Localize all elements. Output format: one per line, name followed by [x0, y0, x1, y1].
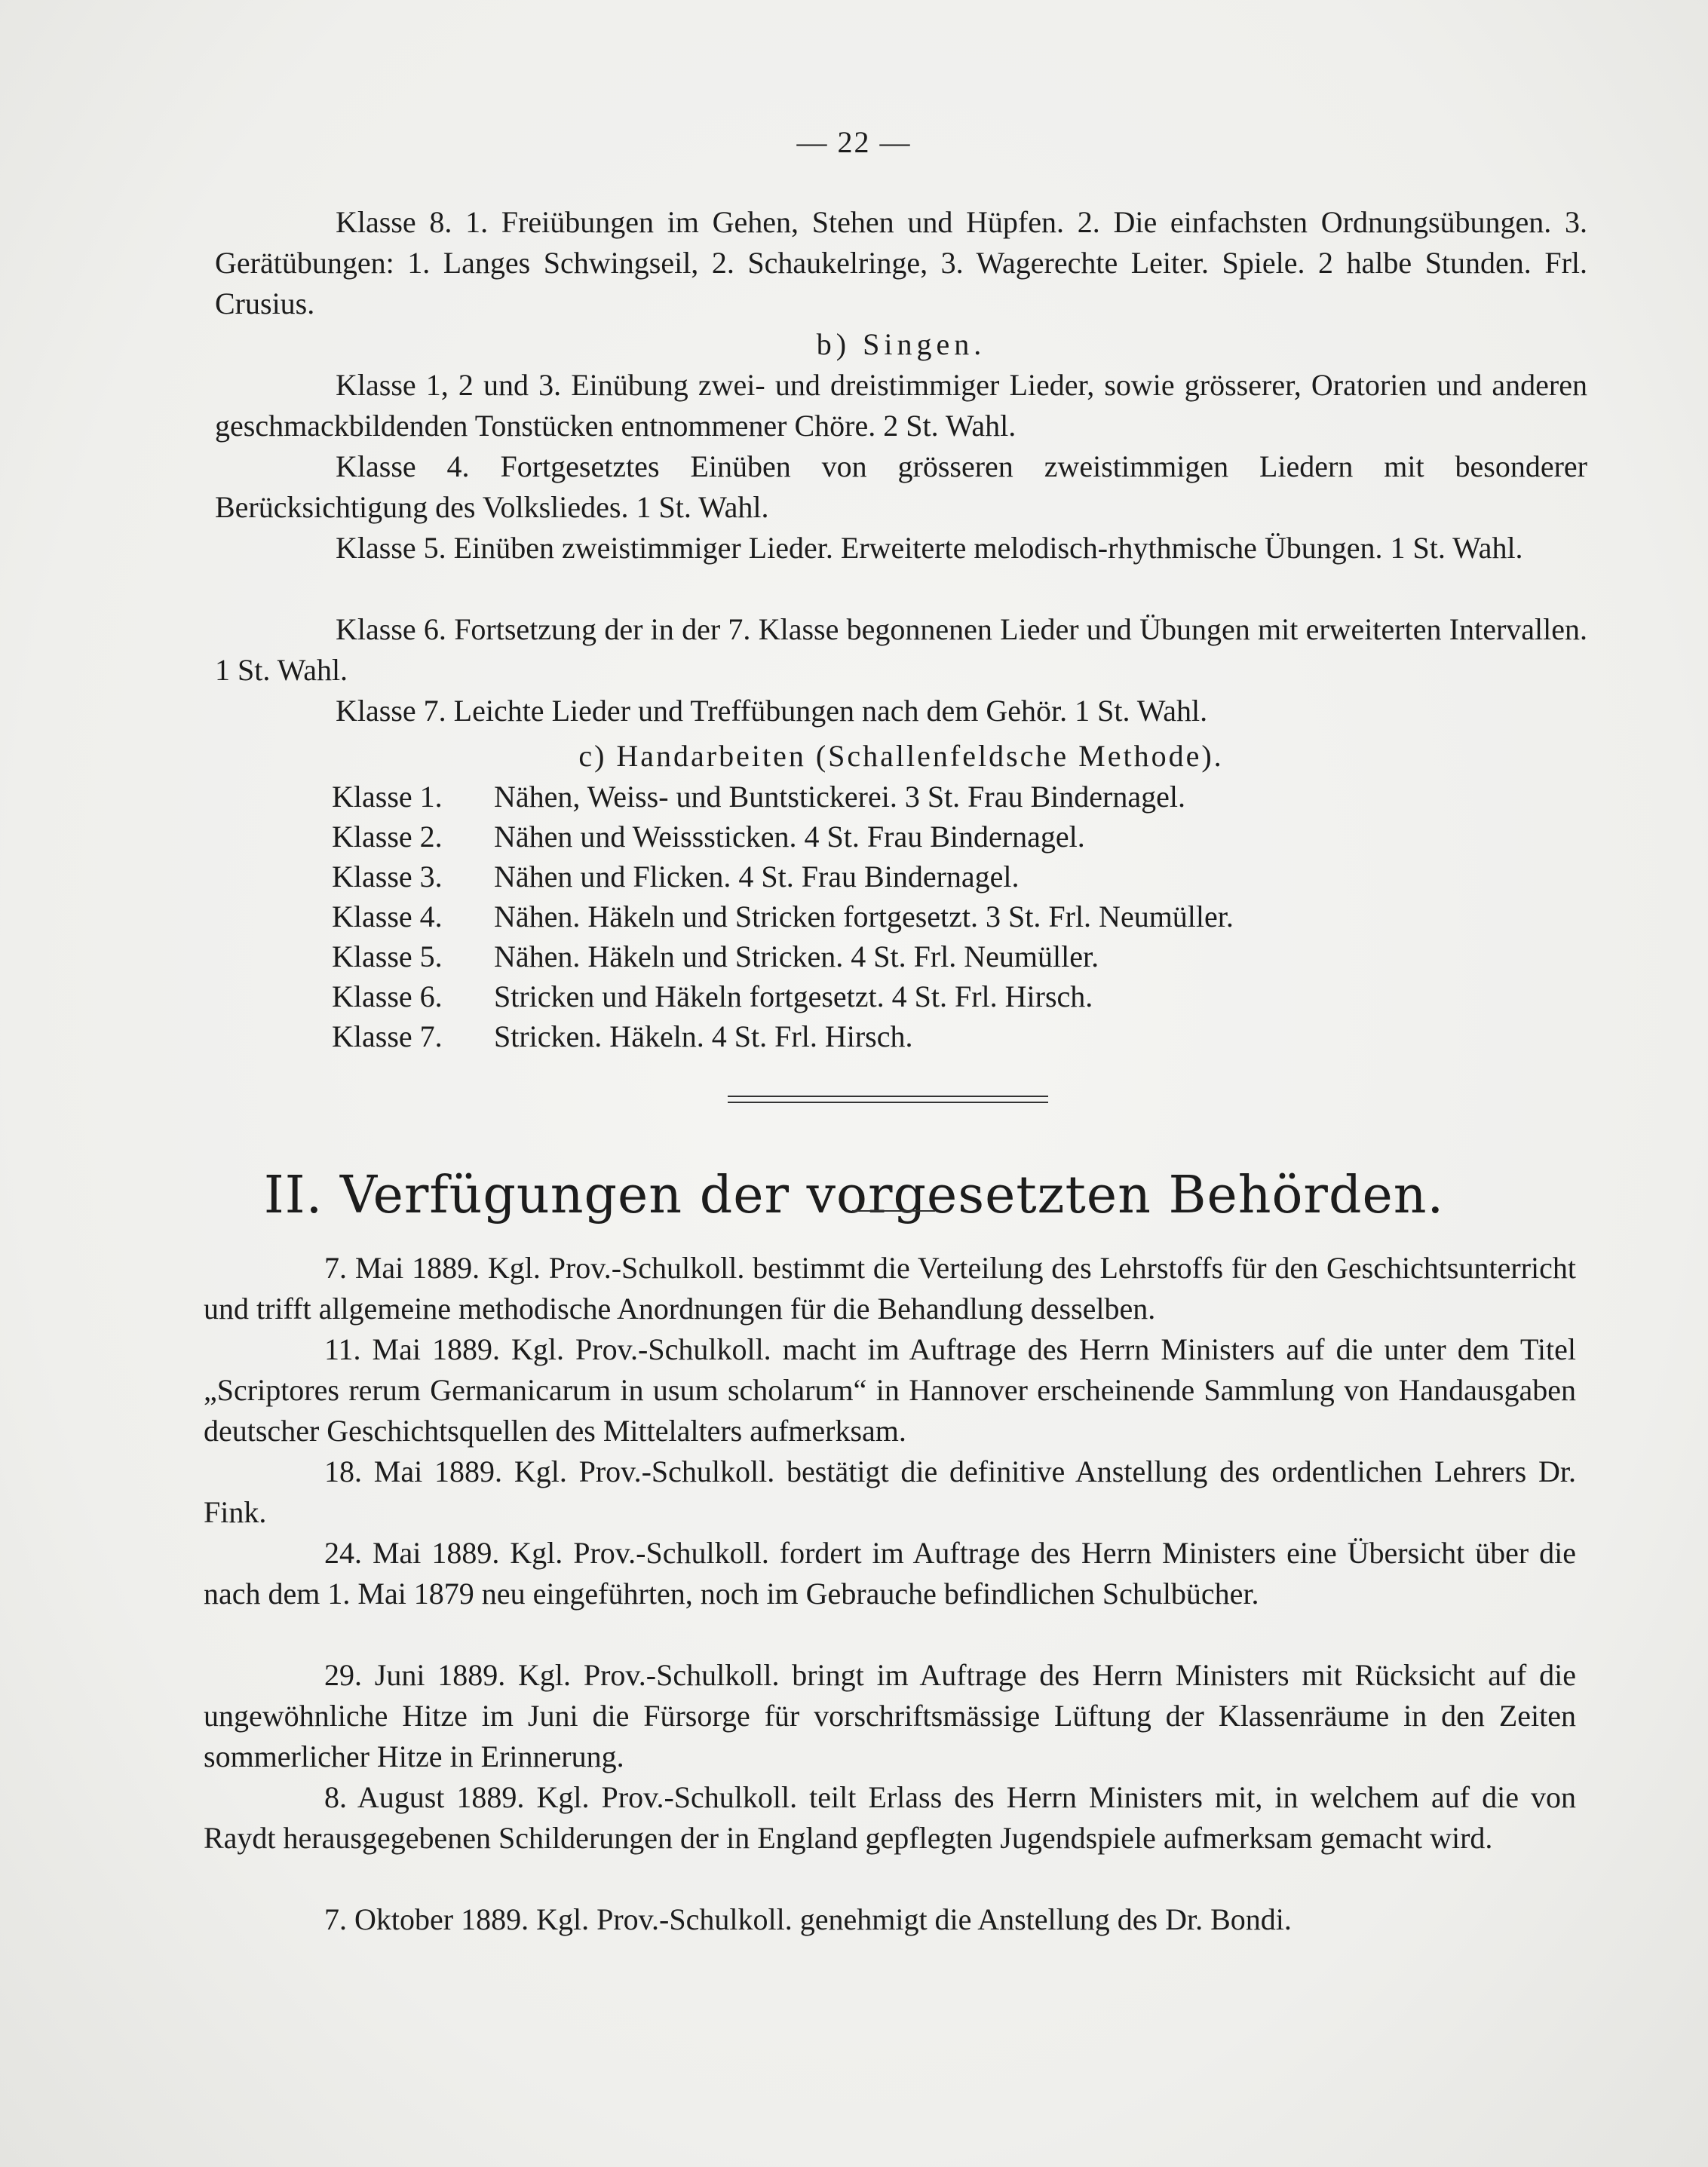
handarbeiten-row	[332, 777, 1185, 817]
double-rule-divider	[728, 1096, 1048, 1103]
paragraph-singen-klasse-6: Klasse 6. Fortsetzung der in der 7. Klasse begonnenen Lieder und Übungen mit erweiterten Intervallen. 1 St. Wahl.	[215, 612, 1587, 687]
section-heading: II. Verfügungen der vorgesetzten Behörden.	[263, 1165, 1445, 1225]
handarbeiten-klasse: Klasse 3.	[332, 860, 443, 893]
handarbeiten-text: Nähen. Häkeln und Stricken. 4 St. Frl. Neumüller.	[494, 939, 1099, 973]
handarbeiten-klasse: Klasse 7.	[332, 1019, 443, 1053]
handarbeiten-row	[332, 897, 1234, 937]
handarbeiten-klasse: Klasse 4.	[332, 900, 443, 933]
paragraph-singen-klasse-5: Klasse 5. Einüben zweistimmiger Lieder. Erweiterte melodisch-rhythmische Übungen. 1 St. Wahl.	[336, 531, 1523, 565]
section-singen-heading: b) Singen.	[816, 327, 986, 361]
handarbeiten-klasse: Klasse 6.	[332, 979, 443, 1013]
handarbeiten-row	[332, 936, 1099, 977]
verfuegung-paragraph: 7. Mai 1889. Kgl. Prov.-Schulkoll. bestimmt die Verteilung des Lehrstoffs für den Geschichtsunterricht und trifft allgemeine methodische Anordnungen für die Behandlung desselben.	[204, 1251, 1576, 1326]
handarbeiten-text: Nähen. Häkeln und Stricken fortgesetzt. 3 St. Frl. Neumüller.	[494, 900, 1234, 933]
paragraph-singen-klasse-1-3: Klasse 1, 2 und 3. Einübung zwei- und dreistimmiger Lieder, sowie grösserer, Oratorien und anderen geschmackbildenden Tonstücken entnommener Chöre. 2 St. Wahl.	[215, 368, 1587, 443]
verfuegung-paragraph: 29. Juni 1889. Kgl. Prov.-Schulkoll. bringt im Auftrage des Herrn Ministers mit Rücksicht auf die ungewöhnliche Hitze im Juni die Fürsorge für vorschriftsmässige Lüftung der Klassenräume in den Zeiten sommerlicher Hitze in Erinnerung.	[204, 1658, 1576, 1773]
handarbeiten-text: Nähen und Weisssticken. 4 St. Frau Bindernagel.	[494, 820, 1085, 854]
handarbeiten-klasse: Klasse 5.	[332, 939, 443, 973]
handarbeiten-row	[332, 817, 1085, 857]
handarbeiten-row	[332, 1016, 913, 1057]
paragraph-klasse-8: Klasse 8. 1. Freiübungen im Gehen, Stehen und Hüpfen. 2. Die einfachsten Ordnungsübungen. 3. Gerätübungen: 1. Langes Schwingseil, 2. Schaukelringe, 3. Wagerechte Leiter. Spiele. 2 halbe Stunden. Frl. Crusius.	[215, 205, 1587, 320]
paragraph-singen-klasse-4: Klasse 4. Fortgesetztes Einüben von grösseren zweistimmigen Liedern mit besonderer Berücksichtigung des Volksliedes. 1 St. Wahl.	[215, 449, 1587, 524]
verfuegung-paragraph: 24. Mai 1889. Kgl. Prov.-Schulkoll. fordert im Auftrage des Herrn Ministers eine Übersicht über die nach dem 1. Mai 1879 neu eingeführten, noch im Gebrauche befindlichen Schulbücher.	[204, 1536, 1576, 1611]
handarbeiten-text: Stricken. Häkeln. 4 St. Frl. Hirsch.	[494, 1019, 913, 1053]
handarbeiten-row	[332, 976, 1093, 1017]
section-handarbeiten-heading: c) Handarbeiten (Schallenfeldsche Methode).	[578, 739, 1224, 773]
verfuegung-paragraph: 7. Oktober 1889. Kgl. Prov.-Schulkoll. genehmigt die Anstellung des Dr. Bondi.	[324, 1902, 1292, 1936]
verfuegung-paragraph: 18. Mai 1889. Kgl. Prov.-Schulkoll. bestätigt die definitive Anstellung des ordentlichen Lehrers Dr. Fink.	[204, 1454, 1576, 1529]
verfuegung-paragraph: 11. Mai 1889. Kgl. Prov.-Schulkoll. macht im Auftrage des Herrn Ministers auf die unter dem Titel „Scriptores rerum Germanicarum in usum scholarum“ in Hannover erscheinende Sammlung von Handausgaben deutscher Geschichtsquellen des Mittelalters aufmerksam.	[204, 1332, 1576, 1448]
handarbeiten-klasse: Klasse 1.	[332, 780, 443, 814]
handarbeiten-text: Nähen und Flicken. 4 St. Frau Bindernagel.	[494, 860, 1020, 893]
handarbeiten-text: Stricken und Häkeln fortgesetzt. 4 St. Frl. Hirsch.	[494, 979, 1093, 1013]
short-rule-divider	[852, 1210, 935, 1212]
handarbeiten-row	[332, 857, 1020, 897]
handarbeiten-klasse: Klasse 2.	[332, 820, 443, 854]
paragraph-singen-klasse-7: Klasse 7. Leichte Lieder und Treffübungen nach dem Gehör. 1 St. Wahl.	[336, 694, 1208, 728]
verfuegung-paragraph: 8. August 1889. Kgl. Prov.-Schulkoll. teilt Erlass des Herrn Ministers mit, in welchem auf die von Raydt herausgegebenen Schilderungen der in England gepflegten Jugendspiele aufmerksam gemacht wird.	[204, 1780, 1576, 1855]
page-number: — 22 —	[796, 125, 912, 159]
handarbeiten-text: Nähen, Weiss- und Buntstickerei. 3 St. Frau Bindernagel.	[494, 780, 1185, 814]
